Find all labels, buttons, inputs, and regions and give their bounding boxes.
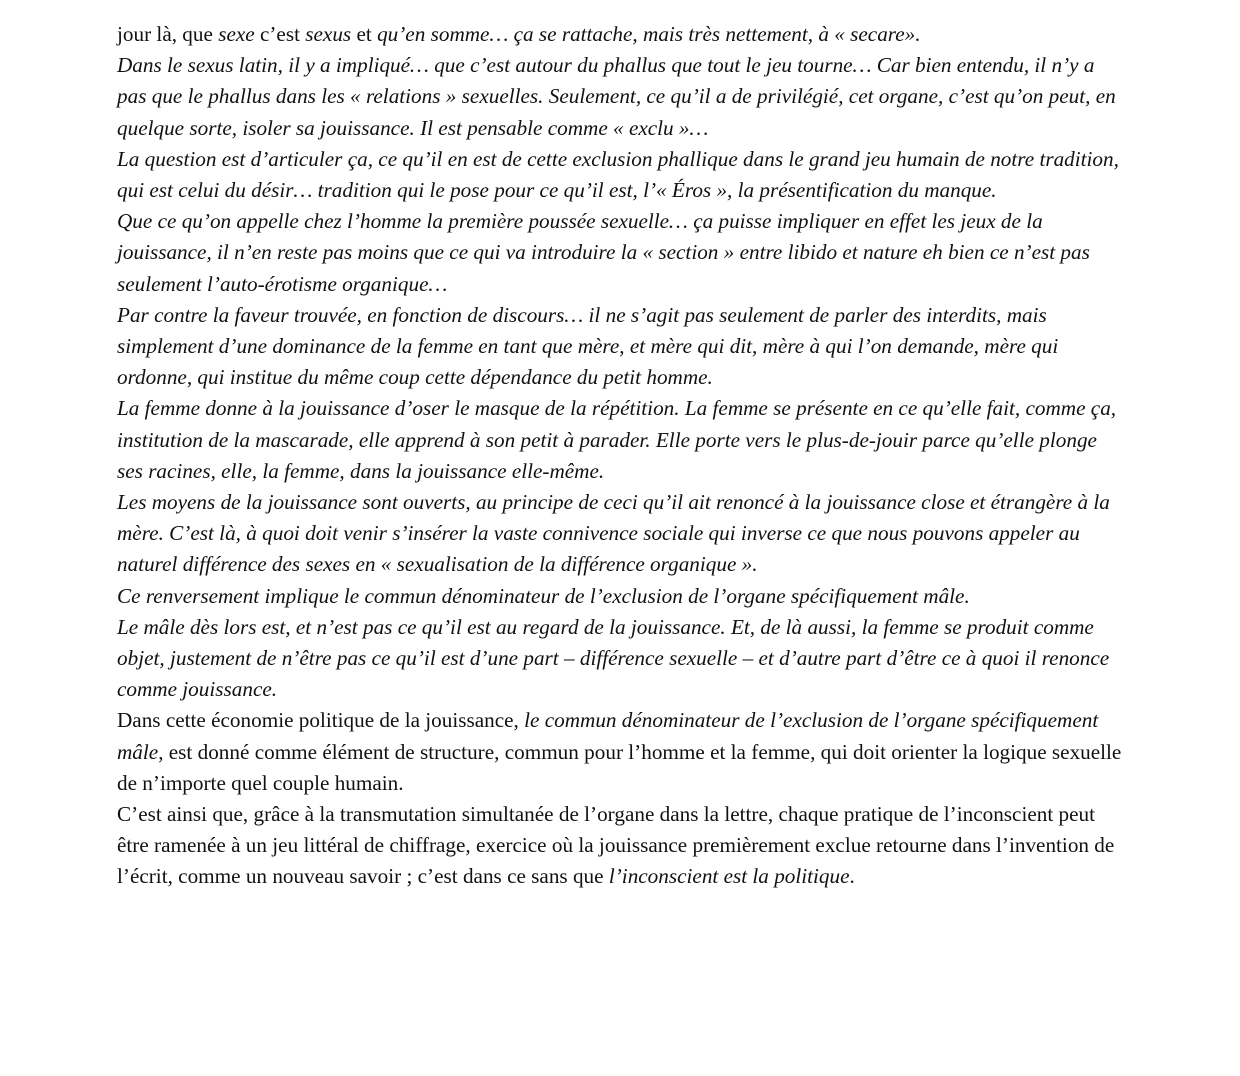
text-segment-italic: l’inconscient est la politique (608, 864, 850, 889)
text-segment: , est donné comme élément de structure, commun pour l’homme et la femme, qui doit orienter la logique sexuelle de n’importe quel couple humain. (117, 739, 1122, 795)
text-segment-italic: le commun dénominateur de l’exclusion de l’organe spécifiquement mâle (117, 708, 1099, 764)
text-segment-italic: Que ce qu’on appelle chez l’homme la première poussée sexuelle… ça puisse impliquer en effet les jeux de la jouissance, il n’en reste pas moins que ce qui va introduire la « section » entre libido et nature eh bien ce n’est pas seulement l’auto-érotisme organique… (117, 209, 1090, 296)
text-segment-italic: Par contre la faveur trouvée, en fonction de discours… il ne s’agit pas seulement de parler des interdits, mais simplement d’une dominance de la femme en tant que mère, et mère qui dit, mère à qui l’on demande, mère qui ordonne, qui institue du même coup cette dépendance du petit homme. (117, 302, 1059, 390)
text-segment-italic: Ce renversement implique le commun dénominateur de l’exclusion de l’organe spécifiquement mâle. (117, 583, 970, 608)
paragraph-10 (117, 705, 1127, 799)
paragraph-9 (117, 612, 1127, 706)
text-segment-italic: Dans le sexus latin, il y a impliqué… que c’est autour du phallus que tout le jeu tourne… Car bien entendu, il n’y a pas que le phallus dans les « relations » sexuelles. Seulement, ce qu’il a de privilégié, cet organe, c’est qu’on peut, en quelque sorte, isoler sa jouissance. Il est pensable comme « exclu »… (117, 53, 1116, 140)
paragraph-8 (117, 581, 1127, 612)
text-segment: et (351, 22, 378, 46)
paragraph-6 (117, 393, 1127, 487)
text-segment-italic: Les moyens de la jouissance sont ouverts, au principe de ceci qu’il ait renoncé à la jouissance close et étrangère à la mère. C’est là, à quoi doit venir s’insérer la vaste connivence sociale qui inverse ce que nous pouvons appeler au naturel différence des sexes en « sexualisation de la différence organique ». (117, 490, 1110, 577)
document-page (117, 19, 1127, 893)
text-segment-italic: La question est d’articuler ça, ce qu’il en est de cette exclusion phallique dans le grand jeu humain de notre tradition, qui est celui du désir… tradition qui le pose pour ce qu’il est, l’« Éros », la présentification du manque. (117, 146, 1119, 203)
text-segment-italic: sexus (305, 22, 352, 46)
paragraph-3 (117, 144, 1127, 206)
text-segment: C’est ainsi que, grâce à la transmutation simultanée de l’organe dans la lettre, chaque pratique de l’inconscient peut être ramenée à un jeu littéral de chiffrage, exercice où la jouissance premièrement exclue retourne dans l’invention de l’écrit, comme un nouveau savoir ; c’est dans ce sans que (117, 802, 1115, 889)
paragraph-4 (117, 206, 1127, 300)
paragraph-5 (117, 300, 1127, 394)
text-segment: Dans cette économie politique de la jouissance, (117, 708, 525, 733)
text-segment-italic: sexe (218, 22, 255, 46)
paragraph-11 (117, 799, 1127, 893)
text-segment-italic: qu’en somme… ça se rattache, mais très nettement, à « secare». (377, 22, 921, 46)
text-segment: jour là, que (117, 22, 219, 46)
paragraph-1 (117, 19, 1127, 50)
text-segment-italic: La femme donne à la jouissance d’oser le masque de la répétition. La femme se présente en ce qu’elle fait, comme ça, institution de la mascarade, elle apprend à son petit à parader. Elle porte vers le plus-de-jouir parce qu’elle plonge ses racines, elle, la femme, dans la jouissance elle-même. (117, 396, 1117, 483)
paragraph-7 (117, 487, 1127, 581)
text-segment: . (849, 864, 855, 889)
text-segment-italic: Le mâle dès lors est, et n’est pas ce qu’il est au regard de la jouissance. Et, de là aussi, la femme se produit comme objet, justement de n’être pas ce qu’il est d’une part – différence sexuelle – et d’autre part d’être ce à quoi il renonce comme jouissance. (117, 614, 1110, 702)
text-segment: c’est (254, 22, 306, 46)
paragraph-2 (117, 50, 1127, 144)
